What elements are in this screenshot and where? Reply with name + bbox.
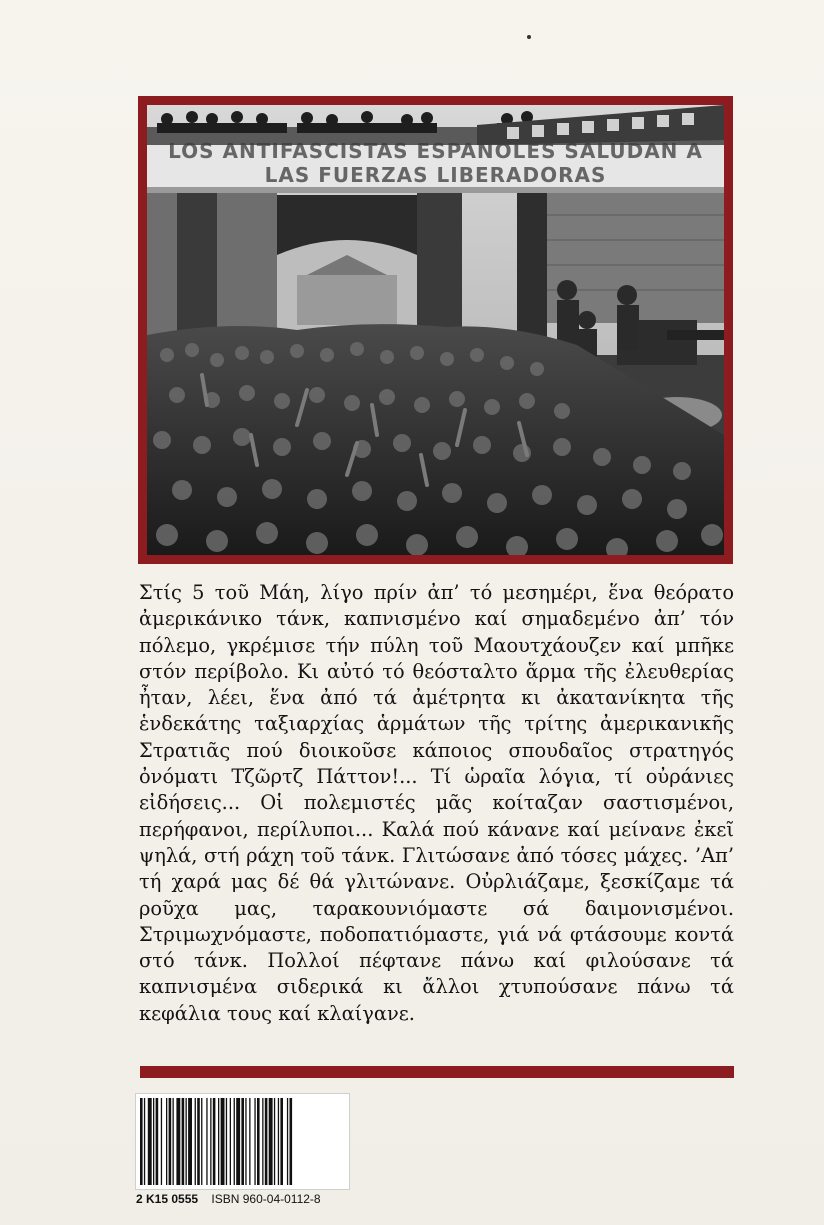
catalog-code: 2 K15 0555: [136, 1192, 199, 1206]
barcode-bar: [182, 1098, 185, 1185]
isbn-number: ISBN 960-04-0112-8: [211, 1192, 321, 1206]
barcode-bar: [173, 1098, 174, 1185]
barcode-bar: [195, 1098, 196, 1185]
barcode-bars: [136, 1094, 349, 1189]
barcode-bar: [144, 1098, 145, 1185]
barcode-bar: [257, 1098, 260, 1185]
barcode-bar: [269, 1098, 273, 1185]
barcode-bar: [287, 1098, 288, 1185]
barcode-bar: [241, 1098, 244, 1185]
barcode-bar: [197, 1098, 200, 1185]
barcode-bar: [274, 1098, 275, 1185]
barcode-bar: [140, 1098, 143, 1185]
print-speck: [527, 35, 531, 39]
barcode-bar: [234, 1098, 235, 1185]
barcode-bar: [236, 1098, 240, 1185]
barcode-bar: [188, 1098, 192, 1185]
barcode-bar: [210, 1098, 211, 1185]
back-cover-passage: Στίς 5 τοῦ Μάη, λίγο πρίν ἀπ’ τό μεσημέρι, ἕνα θεόρατο ἀμερικάνικο τάνκ, καπνισμένο καί σημαδεμένο ἀπ’ τόν πόλεμο, γκρέμισε τήν πύλη τοῦ Μαουτχάουζεν καί μπῆκε στόν περίβολο. Κι αὐτό τό θεόσταλτο ἅρμα τῆς ἐλευθερίας ἦταν, λέει, ἕνα ἀπό τά ἀμέτρητα κι ἀκατανίκητα τῆς ἑνδεκάτης ταξιαρχίας ἁρμάτων τῆς τρίτης ἀμερικανικῆς Στρατιᾶς πού διοικοῦσε κάποιος σπουδαῖος στρατηγός ὀνόματι Τζῶρτζ Πάττον!... Τί ὡραῖα λόγια, τί οὐράνιες εἰδήσεις... Οἱ πολεμιστές μᾶς κοίταζαν σαστισμένοι, περήφανοι, περίλυποι... Καλά πού κάνανε καί μείνανε ἐκεῖ ψηλά, στή ράχη τοῦ τάνκ. Γλιτώσανε ἀπό τόσες μάχες. ’Απ’ τή χαρά μας δέ θά γλιτώνανε. Οὐρλιάζαμε, ξεσκίζαμε τά ροῦχα μας, ταρακουνιόμαστε σά δαιμονισμένοι. Στριμωχνόμαστε, ποδοπατιόμαστε, γιά νά φτάσουμε κοντά στό τάνκ. Πολλοί πέφτανε πάνω καί φιλούσανε τά καπνισμένα σιδερικά κι ἄλλοι χτυπούσανε πάνω τά κεφάλια τους καί κλαίγανε.: [139, 581, 734, 1025]
barcode-bar: [280, 1098, 283, 1185]
barcode-bar: [148, 1098, 152, 1185]
barcode-bar: [254, 1098, 255, 1185]
barcode: [135, 1093, 350, 1190]
liberation-photo: [147, 105, 724, 555]
barcode-bar: [213, 1098, 216, 1185]
barcode-bar: [156, 1098, 159, 1185]
barcode-bar: [249, 1098, 250, 1185]
barcode-bar: [226, 1098, 227, 1185]
barcode-bar: [166, 1098, 167, 1185]
barcode-bar: [290, 1098, 293, 1185]
barcode-bar: [245, 1098, 246, 1185]
barcode-bar: [161, 1098, 162, 1185]
barcode-bar: [218, 1098, 219, 1185]
barcode-bar: [262, 1098, 263, 1185]
barcode-bar: [265, 1098, 268, 1185]
barcode-bar: [278, 1098, 279, 1185]
barcode-bar: [201, 1098, 202, 1185]
photo-banner-text: LOS ANTIFASCISTAS ESPAÑOLES SALUDAN A LAS FUERZAS LIBERADORAS: [168, 139, 703, 187]
photo-frame: [138, 96, 733, 564]
publisher-codes: [136, 1192, 321, 1206]
barcode-bar: [186, 1098, 187, 1185]
barcode-bar: [221, 1098, 225, 1185]
barcode-bar: [230, 1098, 231, 1185]
red-divider-rule: [140, 1066, 734, 1078]
barcode-bar: [176, 1098, 180, 1185]
barcode-bar: [153, 1098, 154, 1185]
barcode-bar: [206, 1098, 207, 1185]
barcode-bar: [169, 1098, 172, 1185]
